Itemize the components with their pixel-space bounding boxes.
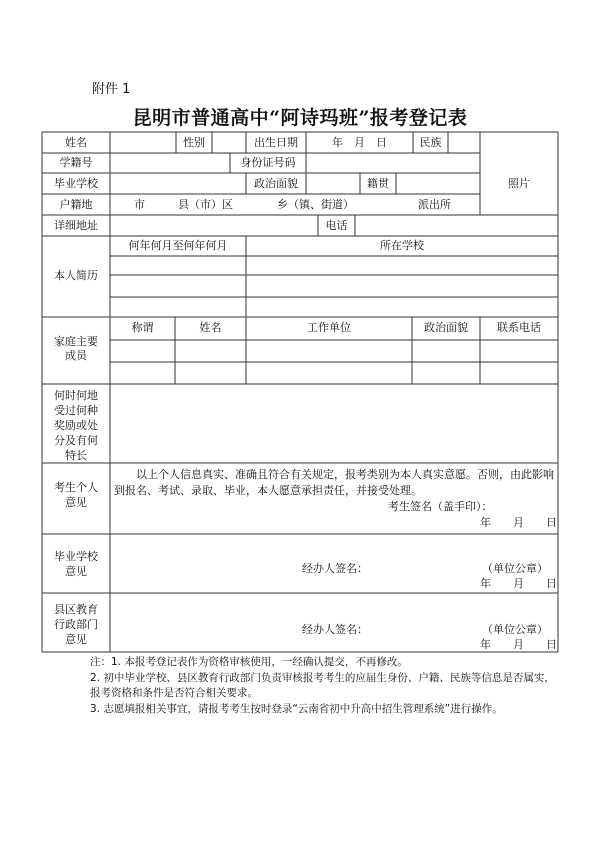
- awards-section-label: 何时何地受过何种奖励或处分及有何特长: [54, 389, 98, 462]
- household-address-template: 市 县（市）区 乡（镇、街道）: [134, 198, 354, 211]
- attachment-label: 附件 1: [92, 82, 131, 97]
- note-1: 注：1. 本报考登记表作为资格审核使用，一经确认提交，不再修改。: [90, 656, 408, 668]
- family-col-phone: 联系电话: [497, 321, 541, 334]
- label-police-station: 派出所: [418, 198, 451, 211]
- edu-bureau-opinion-label: 县区教育行政部门意见: [54, 603, 98, 646]
- school-opinion-date: 年 月 日: [480, 577, 557, 590]
- family-col-political: 政治面貌: [424, 321, 468, 334]
- family-col-relation: 称谓: [131, 321, 154, 334]
- student-opinion-label: 考生个人意见: [54, 481, 98, 509]
- label-native-place: 籍贯: [367, 177, 389, 190]
- label-phone: 电话: [325, 219, 348, 232]
- note-2: 2. 初中毕业学校、县区教育行政部门负责审核报考考生的应届生身份、户籍、民族等信息是否属实，报考资格和条件是否符合相关要求。: [90, 672, 555, 699]
- student-signature-date: 年 月 日: [480, 516, 557, 529]
- form-title: 昆明市普通高中“阿诗玛班”报考登记表: [132, 107, 468, 129]
- family-col-name-prefix: 姓: [199, 321, 211, 334]
- birthdate-placeholder: 年 月 日: [332, 136, 387, 149]
- student-declaration-text: 以上个人信息真实、准确且符合有关规定，报考类别为本人真实意愿。否则，由此影响到报名、考试、录取、毕业，本人愿意承担责任，并接受处理。: [114, 468, 554, 497]
- label-gender: 性别: [183, 136, 205, 149]
- family-col-work: 工作单位: [307, 321, 351, 334]
- edu-officer-signature: 经办人签名：: [302, 623, 368, 636]
- edu-seal: （单位公章）: [482, 623, 548, 636]
- family-col-name-suffix: 名: [210, 321, 222, 334]
- label-ethnicity: 民族: [419, 136, 442, 149]
- label-political: 政治面貌: [254, 177, 298, 190]
- resume-col-school: 所在学校: [380, 239, 424, 252]
- school-opinion-label: 毕业学校意见: [54, 550, 98, 578]
- edu-opinion-date: 年 月 日: [480, 638, 557, 651]
- label-address: 详细地址: [54, 219, 98, 232]
- label-name: 姓名: [65, 136, 87, 149]
- photo-box-label: 照片: [508, 177, 530, 190]
- label-student-no: 学籍号: [59, 156, 93, 169]
- label-birthdate: 出生日期: [254, 136, 298, 149]
- label-household: 户籍地: [59, 198, 93, 211]
- note-3: 3. 志愿填报相关事宜，请报考考生按时登录“云南省初中升高中招生管理系统”进行操作。: [90, 703, 503, 715]
- resume-col-period: 何年何月至何年何月: [128, 239, 228, 252]
- label-id-no: 身份证号码: [240, 156, 296, 169]
- resume-section-label: 本人简历: [54, 269, 98, 282]
- label-grad-school: 毕业学校: [54, 177, 98, 190]
- family-col-name: [175, 321, 246, 335]
- school-seal: （单位公章）: [482, 562, 548, 575]
- student-signature-label: 考生签名（盖手印）：: [388, 500, 493, 513]
- school-officer-signature: 经办人签名：: [302, 562, 368, 575]
- family-section-label: 家庭主要成员: [54, 335, 98, 362]
